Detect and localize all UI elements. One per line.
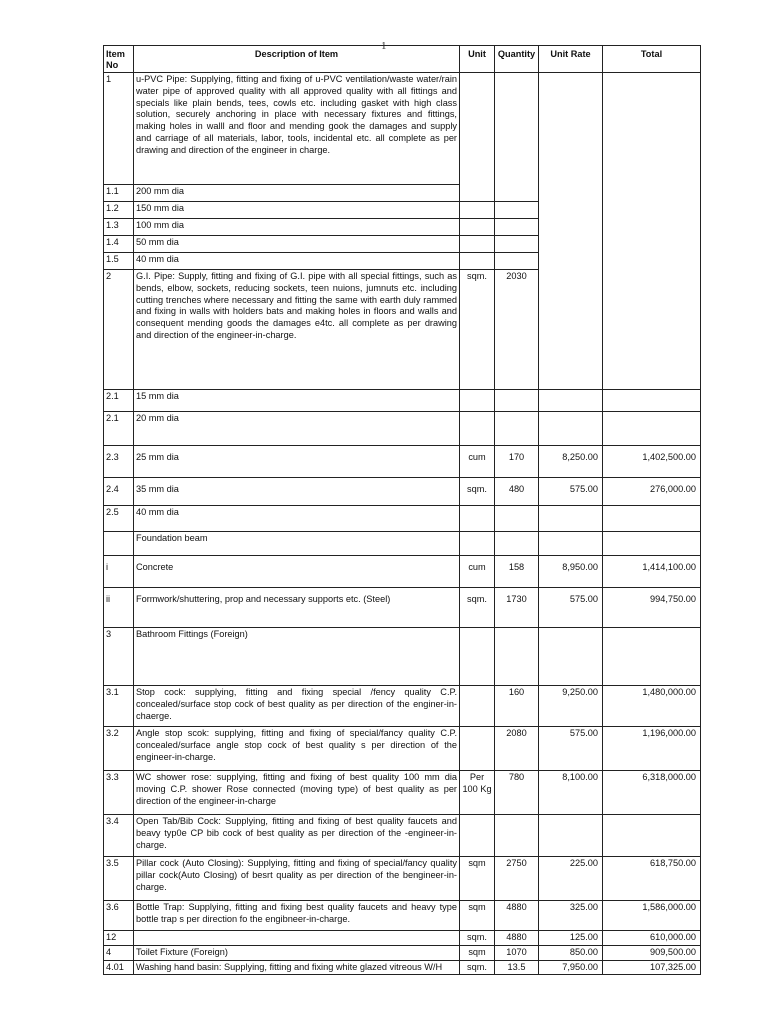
cell-description: Bathroom Fittings (Foreign) — [134, 628, 460, 686]
cell-quantity: 2080 — [495, 727, 539, 771]
cell-unit — [460, 236, 495, 253]
table-header-row — [104, 46, 701, 73]
cell-unit: sqm — [460, 901, 495, 931]
cell-total — [603, 532, 701, 556]
cell-item: 1.2 — [104, 202, 134, 219]
cell-item: 1.1 — [104, 185, 134, 202]
cell-description: 20 mm dia — [134, 412, 460, 446]
cell-item: 2.3 — [104, 446, 134, 478]
table-row — [104, 390, 701, 412]
cell-unit-rate — [539, 815, 603, 857]
cell-item: 2.1 — [104, 390, 134, 412]
cell-unit-rate — [539, 628, 603, 686]
cell-description: Pillar cock (Auto Closing): Supplying, fitting and fixing of special/fancy quality pillar cock(Auto Closing) of besrt quality as per direction of the bengineer-in-charge. — [134, 857, 460, 901]
cell-quantity — [495, 253, 539, 270]
header-total: Total — [603, 46, 701, 73]
cell-unit-rate: 850.00 — [539, 945, 603, 960]
cell-item: 1.4 — [104, 236, 134, 253]
cell-unit — [460, 412, 495, 446]
header-item-no: Item No — [104, 46, 134, 73]
table-row — [104, 945, 701, 960]
cell-quantity: 13.5 — [495, 960, 539, 975]
cell-item: 12 — [104, 931, 134, 946]
cell-description: 40 mm dia — [134, 506, 460, 532]
cell-total: 909,500.00 — [603, 945, 701, 960]
cell-description: 50 mm dia — [134, 236, 460, 253]
cell-item: 2.5 — [104, 506, 134, 532]
table-row — [104, 960, 701, 975]
cell-unit: sqm — [460, 857, 495, 901]
cell-quantity: 2030 — [495, 270, 539, 390]
cell-quantity — [495, 73, 539, 202]
cell-unit: cum — [460, 446, 495, 478]
cell-unit-rate — [539, 532, 603, 556]
cell-description: Open Tab/Bib Cock: Supplying, fitting and fixing of best quality faucets and beavy typ0e CP bib cock of best quality as per direction of the -engineer-in-charge. — [134, 815, 460, 857]
cell-total: 610,000.00 — [603, 931, 701, 946]
cell-total: 994,750.00 — [603, 588, 701, 628]
cell-quantity: 480 — [495, 478, 539, 506]
table-row — [104, 478, 701, 506]
cell-total: 6,318,000.00 — [603, 771, 701, 815]
cell-total: 1,586,000.00 — [603, 901, 701, 931]
cell-description: Formwork/shuttering, prop and necessary supports etc. (Steel) — [134, 588, 460, 628]
cell-item: 3 — [104, 628, 134, 686]
cell-unit-rate: 7,950.00 — [539, 960, 603, 975]
table-row — [104, 532, 701, 556]
cell-quantity — [495, 202, 539, 219]
cell-quantity: 4880 — [495, 931, 539, 946]
cell-unit — [460, 506, 495, 532]
cell-unit — [460, 628, 495, 686]
cell-description: 15 mm dia — [134, 390, 460, 412]
table-row — [104, 556, 701, 588]
cell-unit-rate: 325.00 — [539, 901, 603, 931]
cell-description: Foundation beam — [134, 532, 460, 556]
cell-item — [104, 532, 134, 556]
cell-description: 200 mm dia — [134, 185, 460, 202]
cell-item: 2.4 — [104, 478, 134, 506]
cell-quantity: 780 — [495, 771, 539, 815]
header-quantity: Quantity — [495, 46, 539, 73]
cell-unit: sqm. — [460, 478, 495, 506]
cell-item: 3.4 — [104, 815, 134, 857]
cell-unit — [460, 219, 495, 236]
table-row — [104, 931, 701, 946]
cell-unit — [460, 815, 495, 857]
table-row — [104, 628, 701, 686]
cell-total — [603, 628, 701, 686]
cell-item: 4.01 — [104, 960, 134, 975]
table-row — [104, 727, 701, 771]
cell-item: 2.1 — [104, 412, 134, 446]
cell-description: 25 mm dia — [134, 446, 460, 478]
cell-total: 1,480,000.00 — [603, 686, 701, 727]
cell-unit-rate — [539, 506, 603, 532]
cell-description: Angle stop scok: supplying, fitting and fixing of special/fancy quality C.P. concealed/surface angle stop cock of best quality s per direction of the engineer-in-charge. — [134, 727, 460, 771]
cell-item: 2 — [104, 270, 134, 390]
cell-quantity: 1730 — [495, 588, 539, 628]
cell-unit — [460, 202, 495, 219]
cell-description: Toilet Fixture (Foreign) — [134, 945, 460, 960]
cell-total: 1,414,100.00 — [603, 556, 701, 588]
cell-total — [603, 390, 701, 412]
cell-item: 1 — [104, 73, 134, 185]
cell-unit: sqm. — [460, 270, 495, 390]
cell-unit: sqm. — [460, 588, 495, 628]
cell-quantity — [495, 815, 539, 857]
cell-total: 1,196,000.00 — [603, 727, 701, 771]
cell-quantity: 2750 — [495, 857, 539, 901]
table-row — [104, 588, 701, 628]
cell-quantity — [495, 390, 539, 412]
bill-of-quantities-table — [103, 45, 701, 975]
cell-unit-rate: 8,950.00 — [539, 556, 603, 588]
cell-unit — [460, 532, 495, 556]
cell-unit-rate: 575.00 — [539, 727, 603, 771]
cell-unit-rate — [539, 412, 603, 446]
cell-description — [134, 931, 460, 946]
cell-unit-rate: 8,100.00 — [539, 771, 603, 815]
table-row — [104, 686, 701, 727]
table-row — [104, 506, 701, 532]
cell-description: u-PVC Pipe: Supplying, fitting and fixing of u-PVC ventilation/waste water/rain water pipe of approved quality with all approved quality with all fittings and specials like plain bends, tees, cowls etc. including gasket with high class solution, securely anchoring in place with necessary fixtures and fittings, making holes in walll and floor and mending gook the damages and supply and carriage of all materials, labor, tools, incidental etc. all complete as per drawing and direction of the engineer in charge. — [134, 73, 460, 185]
cell-quantity — [495, 506, 539, 532]
cell-unit-rate: 8,250.00 — [539, 446, 603, 478]
cell-unit: Per 100 Kg — [460, 771, 495, 815]
cell-item: 3.6 — [104, 901, 134, 931]
cell-unit — [460, 73, 495, 202]
cell-unit-rate: 9,250.00 — [539, 686, 603, 727]
cell-unit-rate: 575.00 — [539, 478, 603, 506]
cell-item: 1.5 — [104, 253, 134, 270]
cell-unit-rate: 125.00 — [539, 931, 603, 946]
cell-total — [603, 73, 701, 390]
cell-total — [603, 412, 701, 446]
cell-unit-rate: 225.00 — [539, 857, 603, 901]
cell-unit-rate — [539, 390, 603, 412]
cell-unit — [460, 390, 495, 412]
cell-description: 150 mm dia — [134, 202, 460, 219]
cell-total — [603, 506, 701, 532]
cell-quantity: 1070 — [495, 945, 539, 960]
header-unit: Unit — [460, 46, 495, 73]
cell-item: ii — [104, 588, 134, 628]
cell-total: 618,750.00 — [603, 857, 701, 901]
cell-unit — [460, 727, 495, 771]
table-row — [104, 815, 701, 857]
cell-quantity — [495, 412, 539, 446]
cell-total — [603, 815, 701, 857]
cell-item: 3.1 — [104, 686, 134, 727]
cell-quantity — [495, 219, 539, 236]
cell-total: 276,000.00 — [603, 478, 701, 506]
cell-unit: sqm. — [460, 931, 495, 946]
table-row — [104, 901, 701, 931]
page-number: 1 — [381, 40, 387, 52]
cell-unit — [460, 253, 495, 270]
cell-item: i — [104, 556, 134, 588]
cell-total: 107,325.00 — [603, 960, 701, 975]
cell-item: 3.5 — [104, 857, 134, 901]
cell-unit: sqm — [460, 945, 495, 960]
cell-item: 3.2 — [104, 727, 134, 771]
cell-quantity — [495, 532, 539, 556]
header-description: Description of Item — [134, 46, 460, 73]
table-row — [104, 771, 701, 815]
cell-description: 40 mm dia — [134, 253, 460, 270]
cell-unit: sqm. — [460, 960, 495, 975]
cell-total: 1,402,500.00 — [603, 446, 701, 478]
cell-quantity: 170 — [495, 446, 539, 478]
header-unit-rate: Unit Rate — [539, 46, 603, 73]
cell-quantity: 4880 — [495, 901, 539, 931]
cell-quantity — [495, 236, 539, 253]
cell-description: WC shower rose: supplying, fitting and fixing of best quality 100 mm dia moving C.P. shower Rose connected (moving type) of best quality as per direction of the engineer-in-charge — [134, 771, 460, 815]
cell-quantity — [495, 628, 539, 686]
cell-unit: cum — [460, 556, 495, 588]
cell-description: G.I. Pipe: Supply, fitting and fixing of G.I. pipe with all special fittings, such as bends, elbow, sockets, reducing sockets, teen nuions, jumnuts etc. including cutting trenches where necessary and fitting the same with earth duly rammed and fixing in walls with holders bats and making holes in floors and walls and consequent mending goods the damages e4tc. all complete as per drawing and direction of the engineer-in-charge. — [134, 270, 460, 390]
cell-unit-rate: 575.00 — [539, 588, 603, 628]
cell-description: Washing hand basin: Supplying, fitting and fixing white glazed vitreous W/H — [134, 960, 460, 975]
cell-unit — [460, 686, 495, 727]
cell-description: Stop cock: supplying, fitting and fixing special /fency quality C.P. concealed/surface stop cock of best quality as per direction of the enginer-in-chaerge. — [134, 686, 460, 727]
cell-item: 1.3 — [104, 219, 134, 236]
table-row — [104, 446, 701, 478]
cell-item: 4 — [104, 945, 134, 960]
cell-description: 35 mm dia — [134, 478, 460, 506]
cell-quantity: 158 — [495, 556, 539, 588]
table-row — [104, 857, 701, 901]
cell-description: 100 mm dia — [134, 219, 460, 236]
table-row — [104, 412, 701, 446]
cell-item: 3.3 — [104, 771, 134, 815]
cell-description: Concrete — [134, 556, 460, 588]
cell-quantity: 160 — [495, 686, 539, 727]
table-row — [104, 73, 701, 185]
cell-description: Bottle Trap: Supplying, fitting and fixing best quality faucets and heavy type bottle trap s per direction fo the engibneer-in-charge. — [134, 901, 460, 931]
cell-unit-rate — [539, 73, 603, 390]
